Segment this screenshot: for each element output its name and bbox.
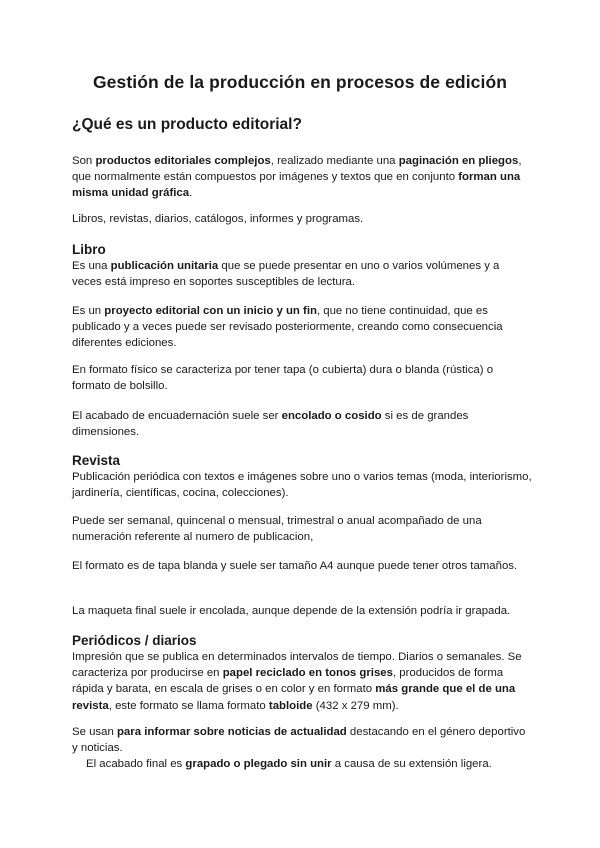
revista-paragraph-3: El formato es de tapa blanda y suele ser tamaño A4 aunque puede tener otros tamaños.	[72, 560, 518, 572]
heading-libro: Libro	[72, 242, 106, 257]
page-title: Gestión de la producción en procesos de edición	[92, 72, 508, 92]
libro-paragraph-1: Es una publicación unitaria que se puede presentar en uno o varios volúmenes y a veces está impreso en soportes susceptibles de lectura.	[72, 260, 500, 289]
revista-paragraph-1: Publicación periódica con textos e imágenes sobre uno o varios temas (moda, interiorismo, jardinería, científicas, cocina, colecciones).	[72, 471, 532, 500]
libro-paragraph-3: En formato físico se caracteriza por tener tapa (o cubierta) dura o blanda (rústica) o formato de bolsillo.	[72, 364, 494, 393]
section-title-producto-editorial: ¿Qué es un producto editorial?	[72, 116, 302, 133]
intro-paragraph-examples: Libros, revistas, diarios, catálogos, informes y programas.	[72, 213, 364, 225]
revista-paragraph-4: La maqueta final suele ir encolada, aunque depende de la extensión podría ir grapada.	[72, 605, 511, 617]
periodicos-paragraph-2: Se usan para informar sobre noticias de actualidad destacando en el género deportivo y noticias.	[72, 726, 526, 755]
revista-paragraph-2: Puede ser semanal, quincenal o mensual, trimestral o anual acompañado de una numeración referente al numero de publicacion,	[72, 515, 482, 544]
libro-paragraph-2: Es un proyecto editorial con un inicio y un fin, que no tiene continuidad, que es publicado y a veces puede ser revisado posteriormente, creando como consecuencia diferentes ediciones.	[72, 305, 503, 350]
periodicos-paragraph-3: El acabado final es grapado o plegado sin unir a causa de su extensión ligera.	[86, 758, 492, 770]
periodicos-paragraph-1: Impresión que se publica en determinados intervalos de tiempo. Diarios o semanales. Se caracteriza por producirse en papel reciclado en tonos grises, producidos de forma rápida y barata, en escala de grises o en color y en formato más grande que el de una revista, este formato se llama formato tabloide (432 x 279 mm).	[72, 651, 522, 712]
libro-paragraph-4: El acabado de encuadernación suele ser encolado o cosido si es de grandes dimensiones.	[72, 410, 469, 439]
heading-periodicos: Periódicos / diarios	[72, 633, 197, 648]
heading-revista: Revista	[72, 453, 121, 468]
intro-paragraph-definition: Son productos editoriales complejos, realizado mediante una paginación en pliegos, que normalmente están compuestos por imágenes y textos que en conjunto forman una misma unidad gráfica.	[72, 155, 522, 200]
